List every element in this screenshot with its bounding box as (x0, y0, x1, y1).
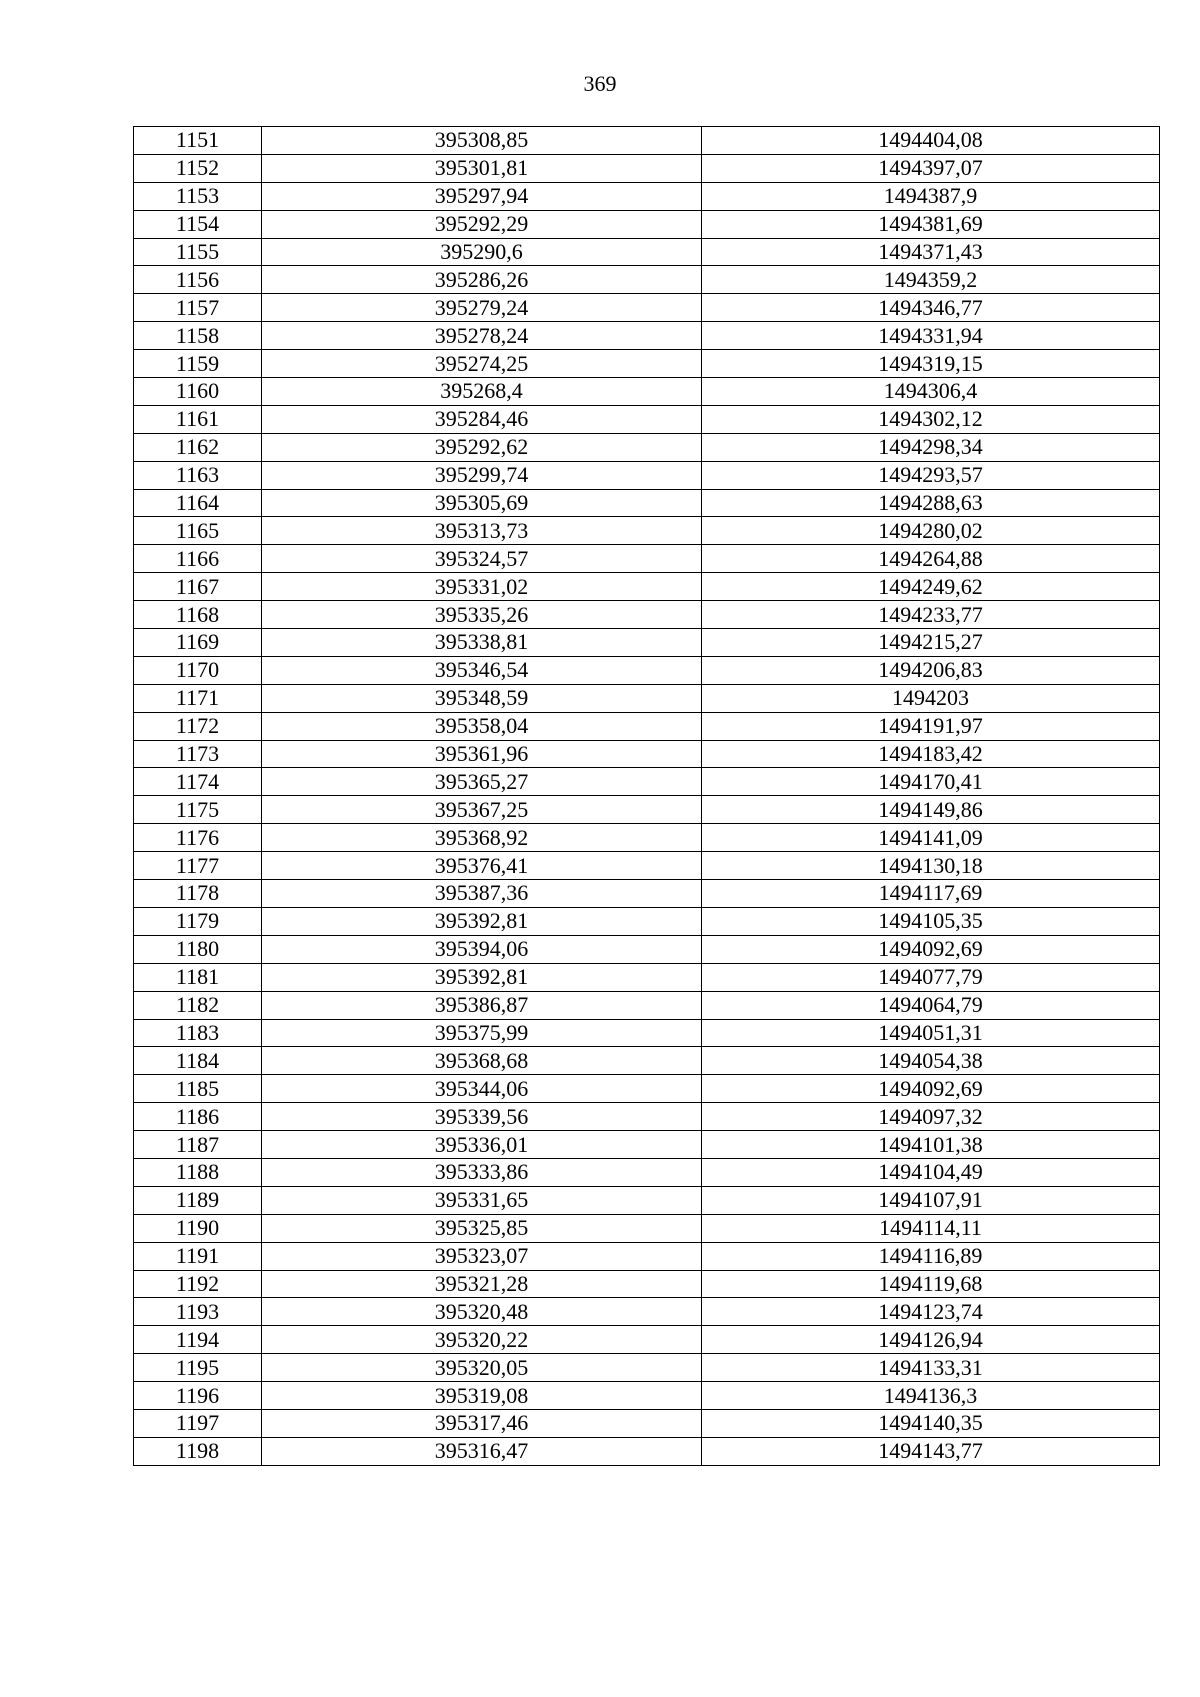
y-coordinate-cell: 1494206,83 (702, 656, 1160, 684)
y-coordinate-cell: 1494397,07 (702, 154, 1160, 182)
coordinates-table-body (134, 127, 1160, 1466)
table-row (134, 1270, 1160, 1298)
y-coordinate-cell: 1494097,32 (702, 1103, 1160, 1131)
table-row (134, 880, 1160, 908)
x-coordinate-cell: 395335,26 (262, 601, 702, 629)
table-row (134, 1158, 1160, 1186)
table-row (134, 350, 1160, 378)
table-row (134, 517, 1160, 545)
table-row (134, 266, 1160, 294)
point-number-cell: 1177 (134, 852, 262, 880)
point-number-cell: 1153 (134, 182, 262, 210)
table-row (134, 489, 1160, 517)
y-coordinate-cell: 1494346,77 (702, 294, 1160, 322)
page-number: 369 (583, 71, 617, 96)
point-number-cell: 1183 (134, 1019, 262, 1047)
y-coordinate-cell: 1494233,77 (702, 601, 1160, 629)
y-coordinate-cell: 1494170,41 (702, 768, 1160, 796)
table-row (134, 768, 1160, 796)
x-coordinate-cell: 395331,02 (262, 573, 702, 601)
x-coordinate-cell: 395344,06 (262, 1075, 702, 1103)
y-coordinate-cell: 1494054,38 (702, 1047, 1160, 1075)
table-row (134, 1214, 1160, 1242)
y-coordinate-cell: 1494293,57 (702, 461, 1160, 489)
table-row (134, 991, 1160, 1019)
point-number-cell: 1189 (134, 1186, 262, 1214)
table-row (134, 796, 1160, 824)
x-coordinate-cell: 395320,22 (262, 1326, 702, 1354)
point-number-cell: 1170 (134, 656, 262, 684)
table-row (134, 182, 1160, 210)
y-coordinate-cell: 1494298,34 (702, 433, 1160, 461)
x-coordinate-cell: 395387,36 (262, 880, 702, 908)
table-row (134, 573, 1160, 601)
table-row (134, 405, 1160, 433)
x-coordinate-cell: 395316,47 (262, 1437, 702, 1465)
point-number-cell: 1196 (134, 1382, 262, 1410)
x-coordinate-cell: 395305,69 (262, 489, 702, 517)
table-row (134, 1103, 1160, 1131)
point-number-cell: 1193 (134, 1298, 262, 1326)
x-coordinate-cell: 395313,73 (262, 517, 702, 545)
point-number-cell: 1178 (134, 880, 262, 908)
point-number-cell: 1198 (134, 1437, 262, 1465)
x-coordinate-cell: 395338,81 (262, 629, 702, 657)
point-number-cell: 1195 (134, 1354, 262, 1382)
y-coordinate-cell: 1494264,88 (702, 545, 1160, 573)
y-coordinate-cell: 1494104,49 (702, 1158, 1160, 1186)
point-number-cell: 1174 (134, 768, 262, 796)
x-coordinate-cell: 395336,01 (262, 1131, 702, 1159)
y-coordinate-cell: 1494133,31 (702, 1354, 1160, 1382)
x-coordinate-cell: 395365,27 (262, 768, 702, 796)
x-coordinate-cell: 395319,08 (262, 1382, 702, 1410)
x-coordinate-cell: 395290,6 (262, 238, 702, 266)
x-coordinate-cell: 395274,25 (262, 350, 702, 378)
y-coordinate-cell: 1494101,38 (702, 1131, 1160, 1159)
x-coordinate-cell: 395392,81 (262, 907, 702, 935)
table-row (134, 963, 1160, 991)
x-coordinate-cell: 395292,29 (262, 210, 702, 238)
table-row (134, 545, 1160, 573)
point-number-cell: 1156 (134, 266, 262, 294)
table-row (134, 824, 1160, 852)
point-number-cell: 1179 (134, 907, 262, 935)
point-number-cell: 1158 (134, 322, 262, 350)
point-number-cell: 1188 (134, 1158, 262, 1186)
table-row (134, 154, 1160, 182)
x-coordinate-cell: 395394,06 (262, 935, 702, 963)
x-coordinate-cell: 395286,26 (262, 266, 702, 294)
y-coordinate-cell: 1494359,2 (702, 266, 1160, 294)
x-coordinate-cell: 395284,46 (262, 405, 702, 433)
y-coordinate-cell: 1494183,42 (702, 740, 1160, 768)
point-number-cell: 1159 (134, 350, 262, 378)
table-row (134, 656, 1160, 684)
y-coordinate-cell: 1494371,43 (702, 238, 1160, 266)
table-row (134, 322, 1160, 350)
y-coordinate-cell: 1494136,3 (702, 1382, 1160, 1410)
x-coordinate-cell: 395320,48 (262, 1298, 702, 1326)
point-number-cell: 1163 (134, 461, 262, 489)
table-row (134, 1409, 1160, 1437)
x-coordinate-cell: 395333,86 (262, 1158, 702, 1186)
y-coordinate-cell: 1494107,91 (702, 1186, 1160, 1214)
point-number-cell: 1162 (134, 433, 262, 461)
table-row (134, 461, 1160, 489)
x-coordinate-cell: 395376,41 (262, 852, 702, 880)
point-number-cell: 1151 (134, 127, 262, 155)
y-coordinate-cell: 1494149,86 (702, 796, 1160, 824)
x-coordinate-cell: 395299,74 (262, 461, 702, 489)
point-number-cell: 1191 (134, 1242, 262, 1270)
point-number-cell: 1168 (134, 601, 262, 629)
point-number-cell: 1175 (134, 796, 262, 824)
y-coordinate-cell: 1494140,35 (702, 1409, 1160, 1437)
table-row (134, 1326, 1160, 1354)
point-number-cell: 1190 (134, 1214, 262, 1242)
table-row (134, 1382, 1160, 1410)
x-coordinate-cell: 395358,04 (262, 712, 702, 740)
point-number-cell: 1160 (134, 378, 262, 406)
x-coordinate-cell: 395297,94 (262, 182, 702, 210)
y-coordinate-cell: 1494117,69 (702, 880, 1160, 908)
point-number-cell: 1165 (134, 517, 262, 545)
x-coordinate-cell: 395325,85 (262, 1214, 702, 1242)
table-row (134, 1354, 1160, 1382)
y-coordinate-cell: 1494123,74 (702, 1298, 1160, 1326)
x-coordinate-cell: 395308,85 (262, 127, 702, 155)
x-coordinate-cell: 395367,25 (262, 796, 702, 824)
table-row (134, 127, 1160, 155)
point-number-cell: 1182 (134, 991, 262, 1019)
y-coordinate-cell: 1494331,94 (702, 322, 1160, 350)
x-coordinate-cell: 395292,62 (262, 433, 702, 461)
table-row (134, 935, 1160, 963)
table-row (134, 1437, 1160, 1465)
x-coordinate-cell: 395331,65 (262, 1186, 702, 1214)
y-coordinate-cell: 1494092,69 (702, 935, 1160, 963)
y-coordinate-cell: 1494105,35 (702, 907, 1160, 935)
y-coordinate-cell: 1494051,31 (702, 1019, 1160, 1047)
coordinates-table (133, 126, 1160, 1466)
y-coordinate-cell: 1494249,62 (702, 573, 1160, 601)
x-coordinate-cell: 395368,92 (262, 824, 702, 852)
x-coordinate-cell: 395348,59 (262, 684, 702, 712)
x-coordinate-cell: 395386,87 (262, 991, 702, 1019)
point-number-cell: 1197 (134, 1409, 262, 1437)
y-coordinate-cell: 1494092,69 (702, 1075, 1160, 1103)
y-coordinate-cell: 1494302,12 (702, 405, 1160, 433)
x-coordinate-cell: 395375,99 (262, 1019, 702, 1047)
point-number-cell: 1173 (134, 740, 262, 768)
table-row (134, 684, 1160, 712)
x-coordinate-cell: 395323,07 (262, 1242, 702, 1270)
y-coordinate-cell: 1494126,94 (702, 1326, 1160, 1354)
y-coordinate-cell: 1494288,63 (702, 489, 1160, 517)
table-row (134, 1019, 1160, 1047)
y-coordinate-cell: 1494114,11 (702, 1214, 1160, 1242)
point-number-cell: 1166 (134, 545, 262, 573)
point-number-cell: 1192 (134, 1270, 262, 1298)
table-row (134, 1131, 1160, 1159)
x-coordinate-cell: 395321,28 (262, 1270, 702, 1298)
table-row (134, 1186, 1160, 1214)
table-row (134, 1075, 1160, 1103)
x-coordinate-cell: 395368,68 (262, 1047, 702, 1075)
table-row (134, 378, 1160, 406)
point-number-cell: 1180 (134, 935, 262, 963)
table-row (134, 1047, 1160, 1075)
y-coordinate-cell: 1494077,79 (702, 963, 1160, 991)
point-number-cell: 1169 (134, 629, 262, 657)
table-row (134, 712, 1160, 740)
y-coordinate-cell: 1494306,4 (702, 378, 1160, 406)
point-number-cell: 1157 (134, 294, 262, 322)
x-coordinate-cell: 395339,56 (262, 1103, 702, 1131)
y-coordinate-cell: 1494203 (702, 684, 1160, 712)
x-coordinate-cell: 395278,24 (262, 322, 702, 350)
x-coordinate-cell: 395317,46 (262, 1409, 702, 1437)
table-row (134, 601, 1160, 629)
table-row (134, 907, 1160, 935)
point-number-cell: 1152 (134, 154, 262, 182)
y-coordinate-cell: 1494404,08 (702, 127, 1160, 155)
point-number-cell: 1161 (134, 405, 262, 433)
x-coordinate-cell: 395320,05 (262, 1354, 702, 1382)
point-number-cell: 1185 (134, 1075, 262, 1103)
x-coordinate-cell: 395301,81 (262, 154, 702, 182)
point-number-cell: 1194 (134, 1326, 262, 1354)
x-coordinate-cell: 395392,81 (262, 963, 702, 991)
y-coordinate-cell: 1494381,69 (702, 210, 1160, 238)
y-coordinate-cell: 1494141,09 (702, 824, 1160, 852)
table-row (134, 433, 1160, 461)
y-coordinate-cell: 1494064,79 (702, 991, 1160, 1019)
y-coordinate-cell: 1494319,15 (702, 350, 1160, 378)
table-row (134, 1298, 1160, 1326)
table-row (134, 852, 1160, 880)
x-coordinate-cell: 395346,54 (262, 656, 702, 684)
point-number-cell: 1155 (134, 238, 262, 266)
table-row (134, 629, 1160, 657)
x-coordinate-cell: 395324,57 (262, 545, 702, 573)
point-number-cell: 1187 (134, 1131, 262, 1159)
point-number-cell: 1167 (134, 573, 262, 601)
y-coordinate-cell: 1494143,77 (702, 1437, 1160, 1465)
point-number-cell: 1172 (134, 712, 262, 740)
point-number-cell: 1186 (134, 1103, 262, 1131)
point-number-cell: 1184 (134, 1047, 262, 1075)
point-number-cell: 1181 (134, 963, 262, 991)
y-coordinate-cell: 1494215,27 (702, 629, 1160, 657)
y-coordinate-cell: 1494191,97 (702, 712, 1160, 740)
y-coordinate-cell: 1494280,02 (702, 517, 1160, 545)
y-coordinate-cell: 1494119,68 (702, 1270, 1160, 1298)
point-number-cell: 1176 (134, 824, 262, 852)
table-row (134, 210, 1160, 238)
x-coordinate-cell: 395279,24 (262, 294, 702, 322)
y-coordinate-cell: 1494130,18 (702, 852, 1160, 880)
point-number-cell: 1154 (134, 210, 262, 238)
point-number-cell: 1164 (134, 489, 262, 517)
table-row (134, 294, 1160, 322)
x-coordinate-cell: 395268,4 (262, 378, 702, 406)
y-coordinate-cell: 1494116,89 (702, 1242, 1160, 1270)
table-row (134, 1242, 1160, 1270)
point-number-cell: 1171 (134, 684, 262, 712)
table-row (134, 740, 1160, 768)
x-coordinate-cell: 395361,96 (262, 740, 702, 768)
y-coordinate-cell: 1494387,9 (702, 182, 1160, 210)
table-row (134, 238, 1160, 266)
